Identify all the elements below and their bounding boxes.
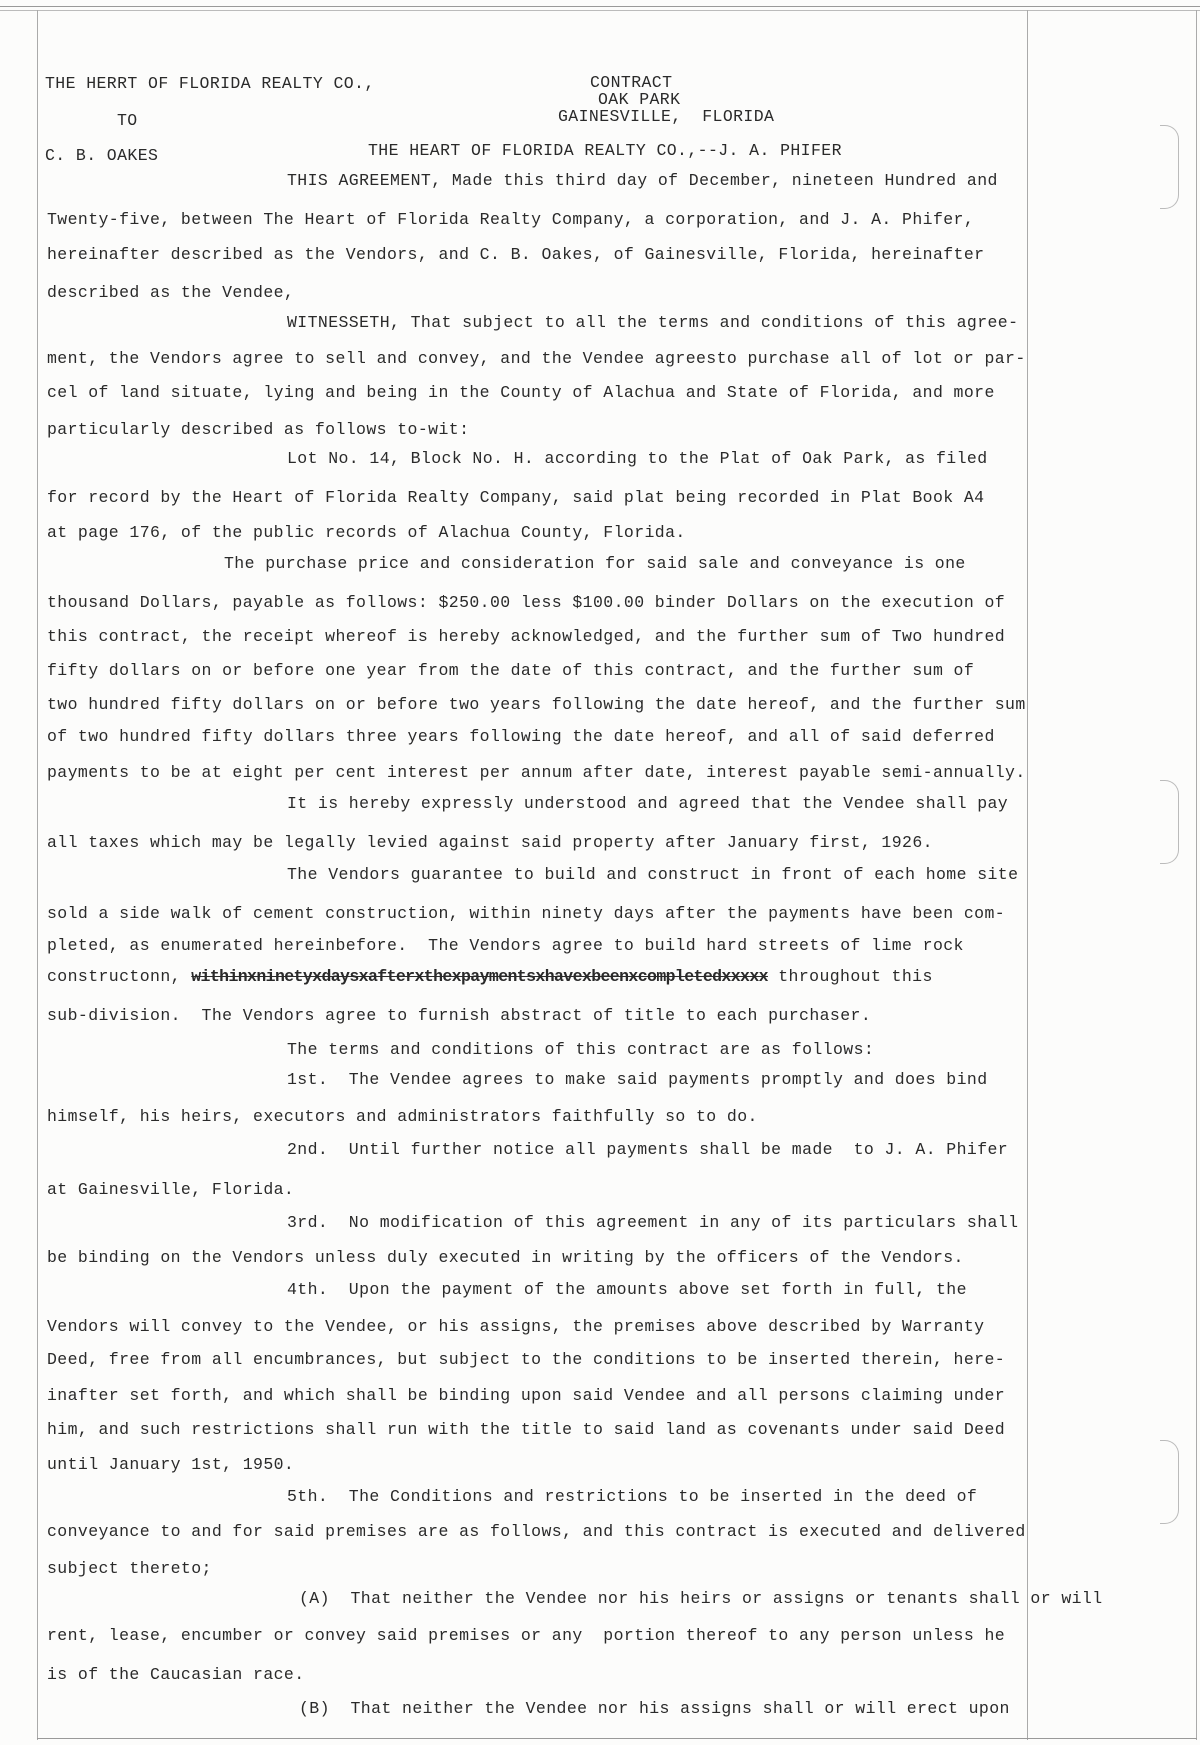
- right-margin-line: [1027, 10, 1028, 1740]
- page-edge-line: [1196, 10, 1197, 1740]
- text-line: WITNESSETH, That subject to all the terms and conditions of this agree-: [287, 313, 1019, 332]
- top-border: [0, 6, 1200, 11]
- text-line: The purchase price and consideration for said sale and conveyance is one: [224, 554, 966, 573]
- left-margin-line: [37, 10, 38, 1740]
- text-line: conveyance to and for said premises are as follows, and this contract is executed and delivered: [47, 1522, 1026, 1541]
- text-line: (A) That neither the Vendee nor his heirs or assigns or tenants shall or will: [299, 1589, 1103, 1608]
- text-line: payments to be at eight per cent interest per annum after date, interest payable semi-annually.: [47, 763, 1026, 782]
- binder-ring-icon: [1160, 780, 1179, 864]
- subdivision-name: OAK PARK: [598, 90, 681, 109]
- text-line: It is hereby expressly understood and agreed that the Vendee shall pay: [287, 794, 1009, 813]
- text-line: described as the Vendee,: [47, 283, 295, 302]
- text-line: this contract, the receipt whereof is hereby acknowledged, and the further sum of Two hundred: [47, 627, 1006, 646]
- text-line: 1st. The Vendee agrees to make said payments promptly and does bind: [287, 1070, 988, 1089]
- text-line: at page 176, of the public records of Alachua County, Florida.: [47, 523, 686, 542]
- text-line: Twenty-five, between The Heart of Florida Realty Company, a corporation, and J. A. Phifer,: [47, 210, 975, 229]
- to-label: TO: [117, 111, 138, 130]
- text-line: sold a side walk of cement construction, within ninety days after the payments have been com-: [47, 904, 1006, 923]
- text-line: him, and such restrictions shall run with the title to said land as covenants under said Deed: [47, 1420, 1006, 1439]
- text-line: Deed, free from all encumbrances, but subject to the conditions to be inserted therein, here-: [47, 1350, 1006, 1369]
- text-line: for record by the Heart of Florida Realty Company, said plat being recorded in Plat Book A4: [47, 488, 985, 507]
- text-line: [47, 967, 933, 986]
- text-line: is of the Caucasian race.: [47, 1665, 305, 1684]
- binder-ring-icon: [1160, 1440, 1179, 1524]
- text-line: two hundred fifty dollars on or before two years following the date hereof, and the further sum: [47, 695, 1026, 714]
- party-from: THE HERRT OF FLORIDA REALTY CO.,: [45, 74, 375, 93]
- text-line: rent, lease, encumber or convey said premises or any portion thereof to any person unless he: [47, 1626, 1006, 1645]
- text-line: particularly described as follows to-wit:: [47, 420, 470, 439]
- text-line: Vendors will convey to the Vendee, or his assigns, the premises above described by Warranty: [47, 1317, 985, 1336]
- text-line: Lot No. 14, Block No. H. according to the Plat of Oak Park, as filed: [287, 449, 988, 468]
- text-line: at Gainesville, Florida.: [47, 1180, 295, 1199]
- text-line: inafter set forth, and which shall be binding upon said Vendee and all persons claiming under: [47, 1386, 1006, 1405]
- text-line: thousand Dollars, payable as follows: $250.00 less $100.00 binder Dollars on the execution of: [47, 593, 1006, 612]
- text-line: cel of land situate, lying and being in the County of Alachua and State of Florida, and more: [47, 383, 995, 402]
- text-line: of two hundred fifty dollars three years following the date hereof, and all of said deferred: [47, 727, 995, 746]
- struck-text: withinxninetyxdaysxafterxthexpaymentsxhavexbeenxcompletedxxxxx: [191, 967, 768, 986]
- text-line: The Vendors guarantee to build and construct in front of each home site: [287, 865, 1019, 884]
- text-line: The terms and conditions of this contract are as follows:: [287, 1040, 875, 1059]
- text-line: ment, the Vendors agree to sell and convey, and the Vendee agreesto purchase all of lot or par-: [47, 349, 1026, 368]
- text-line: (B) That neither the Vendee nor his assigns shall or will erect upon: [299, 1699, 1010, 1718]
- binder-ring-icon: [1160, 125, 1179, 209]
- text-line: THIS AGREEMENT, Made this third day of December, nineteen Hundred and: [287, 171, 998, 190]
- text-line: subject thereto;: [47, 1559, 212, 1578]
- document-title: THE HEART OF FLORIDA REALTY CO.,--J. A. PHIFER: [368, 141, 842, 160]
- text-line: himself, his heirs, executors and administrators faithfully so to do.: [47, 1107, 758, 1126]
- party-to: C. B. OAKES: [45, 146, 159, 165]
- text-line: be binding on the Vendors unless duly executed in writing by the officers of the Vendors.: [47, 1248, 964, 1267]
- text-line: 5th. The Conditions and restrictions to be inserted in the deed of: [287, 1487, 978, 1506]
- text-line: sub-division. The Vendors agree to furnish abstract of title to each purchaser.: [47, 1006, 872, 1025]
- line-segment: constructonn,: [47, 967, 192, 986]
- bottom-border: [37, 1738, 1197, 1739]
- doc-type: CONTRACT: [590, 73, 673, 92]
- text-line: until January 1st, 1950.: [47, 1455, 295, 1474]
- text-line: hereinafter described as the Vendors, and C. B. Oakes, of Gainesville, Florida, hereinafter: [47, 245, 985, 264]
- text-line: 3rd. No modification of this agreement in any of its particulars shall: [287, 1213, 1019, 1232]
- text-line: fifty dollars on or before one year from the date of this contract, and the further sum of: [47, 661, 975, 680]
- line-segment: throughout this: [767, 967, 933, 986]
- text-line: 4th. Upon the payment of the amounts above set forth in full, the: [287, 1280, 967, 1299]
- text-line: pleted, as enumerated hereinbefore. The Vendors agree to build hard streets of lime rock: [47, 936, 964, 955]
- text-line: all taxes which may be legally levied against said property after January first, 1926.: [47, 833, 933, 852]
- location: GAINESVILLE, FLORIDA: [558, 107, 775, 126]
- text-line: 2nd. Until further notice all payments shall be made to J. A. Phifer: [287, 1140, 1009, 1159]
